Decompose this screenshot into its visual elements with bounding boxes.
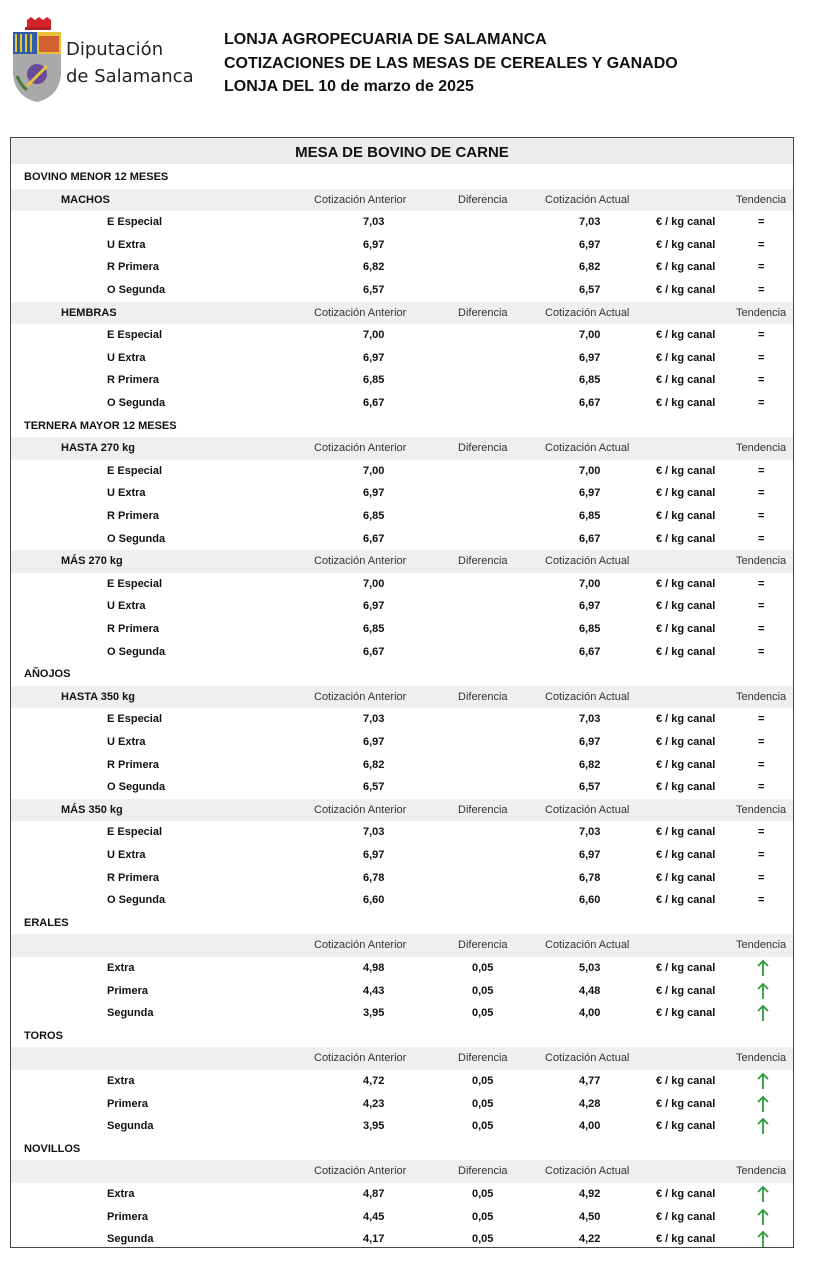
- value-diferencia: 0,05: [472, 1097, 494, 1110]
- trend-equal: =: [758, 261, 765, 274]
- unit-label: € / kg canal: [656, 374, 716, 387]
- unit-label: € / kg canal: [656, 1188, 716, 1200]
- col-header-tendencia: Tendencia: [736, 803, 787, 816]
- row-label: O Segunda: [107, 284, 166, 296]
- table-row: [11, 1070, 793, 1093]
- value-anterior: 6,67: [363, 645, 385, 658]
- row-label: Extra: [107, 962, 135, 974]
- value-diferencia: 0,05: [472, 1075, 494, 1087]
- unit-label: € / kg canal: [656, 713, 716, 726]
- section-label: TERNERA MAYOR 12 MESES: [24, 419, 177, 432]
- row-label: E Especial: [107, 713, 163, 726]
- row-label: O Segunda: [107, 894, 166, 907]
- coat-of-arms-icon: [11, 16, 63, 104]
- unit-label: € / kg canal: [656, 600, 716, 613]
- col-header-diferencia: Diferencia: [458, 555, 508, 568]
- table-row: [11, 1115, 793, 1138]
- value-anterior: 6,97: [363, 238, 385, 251]
- table-row: [11, 731, 793, 754]
- unit-label: € / kg canal: [656, 758, 716, 771]
- col-header-anterior: Cotización Anterior: [314, 690, 407, 703]
- value-anterior: 7,00: [363, 329, 385, 342]
- trend-equal: =: [758, 577, 765, 590]
- trend-up-arrow-icon: [756, 1230, 770, 1248]
- table-row: [11, 528, 793, 551]
- section-label: AÑOJOS: [24, 668, 71, 681]
- value-anterior: 6,67: [363, 397, 385, 409]
- table-row: [11, 708, 793, 731]
- section-label: BOVINO MENOR 12 MESES: [24, 171, 169, 183]
- unit-label: € / kg canal: [656, 532, 716, 545]
- value-anterior: 6,57: [363, 284, 385, 296]
- row-label: O Segunda: [107, 532, 166, 545]
- row-label: Primera: [107, 1097, 148, 1110]
- group-label: HEMBRAS: [61, 306, 117, 319]
- group-label: HASTA 270 kg: [61, 442, 135, 455]
- col-header-diferencia: Diferencia: [458, 193, 508, 206]
- col-header-actual: Cotización Actual: [545, 803, 630, 816]
- trend-equal: =: [758, 623, 765, 635]
- col-header-actual: Cotización Actual: [545, 306, 630, 319]
- value-anterior: 4,98: [363, 962, 385, 974]
- value-actual: 6,60: [579, 894, 601, 907]
- section-row: [11, 415, 793, 438]
- value-anterior: 4,23: [363, 1097, 385, 1110]
- table-row: [11, 957, 793, 980]
- column-header-row: [11, 1160, 793, 1183]
- value-actual: 6,97: [579, 600, 601, 613]
- trend-up-arrow-icon: [756, 1072, 770, 1090]
- value-anterior: 6,97: [363, 487, 385, 500]
- value-actual: 6,67: [579, 645, 601, 658]
- value-anterior: 6,97: [363, 351, 385, 364]
- table-row: [11, 234, 793, 257]
- trend-up-arrow-icon: [756, 959, 770, 977]
- unit-label: € / kg canal: [656, 826, 716, 839]
- value-actual: 7,00: [579, 577, 601, 590]
- value-diferencia: 0,05: [472, 1188, 494, 1200]
- value-actual: 6,97: [579, 849, 601, 861]
- col-header-anterior: Cotización Anterior: [314, 555, 407, 568]
- col-header-actual: Cotización Actual: [545, 555, 630, 568]
- col-header-diferencia: Diferencia: [458, 1052, 508, 1065]
- unit-label: € / kg canal: [656, 238, 716, 251]
- unit-label: € / kg canal: [656, 623, 716, 635]
- col-header-anterior: Cotización Anterior: [314, 306, 407, 319]
- value-actual: 6,97: [579, 736, 601, 748]
- table-row: [11, 369, 793, 392]
- value-actual: 6,97: [579, 487, 601, 500]
- unit-label: € / kg canal: [656, 464, 716, 477]
- trend-equal: =: [758, 532, 765, 545]
- col-header-anterior: Cotización Anterior: [314, 939, 407, 952]
- header-line-1: LONJA AGROPECUARIA DE SALAMANCA: [224, 31, 547, 48]
- column-header-row: [11, 189, 793, 212]
- document-header: [224, 28, 678, 99]
- trend-up-arrow-icon: [756, 1208, 770, 1226]
- table-row: [11, 279, 793, 302]
- value-anterior: 4,45: [363, 1210, 385, 1223]
- trend-up-arrow-icon: [756, 1095, 770, 1113]
- table-row: [11, 754, 793, 777]
- value-diferencia: 0,05: [472, 1120, 494, 1133]
- column-header-row: [11, 686, 793, 709]
- table-row: [11, 211, 793, 234]
- value-actual: 6,57: [579, 284, 601, 296]
- value-actual: 6,67: [579, 397, 601, 409]
- column-header-row: [11, 934, 793, 957]
- trend-equal: =: [758, 216, 765, 229]
- row-label: O Segunda: [107, 645, 166, 658]
- value-anterior: 6,85: [363, 623, 385, 635]
- col-header-actual: Cotización Actual: [545, 690, 630, 703]
- section-row: [11, 166, 793, 189]
- trend-equal: =: [758, 238, 765, 251]
- value-diferencia: 0,05: [472, 1233, 494, 1246]
- value-anterior: 7,03: [363, 826, 385, 839]
- table-row: [11, 573, 793, 596]
- trend-equal: =: [758, 374, 765, 387]
- section-label: TOROS: [24, 1029, 63, 1042]
- trend-equal: =: [758, 510, 765, 522]
- col-header-anterior: Cotización Anterior: [314, 442, 407, 455]
- value-actual: 4,28: [579, 1097, 601, 1110]
- col-header-diferencia: Diferencia: [458, 803, 508, 816]
- value-anterior: 6,82: [363, 758, 385, 771]
- table-row: [11, 392, 793, 415]
- row-label: R Primera: [107, 374, 159, 387]
- value-actual: 6,82: [579, 758, 601, 771]
- col-header-anterior: Cotización Anterior: [314, 1165, 407, 1178]
- value-actual: 4,48: [579, 984, 601, 997]
- logo-text: [66, 36, 194, 90]
- col-header-tendencia: Tendencia: [736, 939, 787, 952]
- unit-label: € / kg canal: [656, 1120, 716, 1133]
- unit-label: € / kg canal: [656, 781, 716, 794]
- unit-label: € / kg canal: [656, 1210, 716, 1223]
- value-actual: 6,85: [579, 510, 601, 522]
- trend-equal: =: [758, 758, 765, 771]
- row-label: R Primera: [107, 623, 159, 635]
- section-label: NOVILLOS: [24, 1142, 81, 1155]
- value-diferencia: 0,05: [472, 984, 494, 997]
- table-row: [11, 618, 793, 641]
- col-header-tendencia: Tendencia: [736, 442, 787, 455]
- col-header-diferencia: Diferencia: [458, 306, 508, 319]
- group-label: MACHOS: [61, 193, 110, 206]
- table-row: [11, 324, 793, 347]
- table-row: [11, 641, 793, 664]
- value-anterior: 3,95: [363, 1120, 385, 1133]
- table-row: [11, 482, 793, 505]
- value-anterior: 7,03: [363, 713, 385, 726]
- trend-equal: =: [758, 487, 765, 500]
- value-actual: 6,97: [579, 351, 601, 364]
- table-row: [11, 867, 793, 890]
- unit-label: € / kg canal: [656, 510, 716, 522]
- value-actual: 6,82: [579, 261, 601, 274]
- value-anterior: 4,87: [363, 1188, 385, 1200]
- unit-label: € / kg canal: [656, 1007, 716, 1020]
- group-label: MÁS 270 kg: [61, 555, 123, 568]
- trend-equal: =: [758, 397, 765, 409]
- value-actual: 4,00: [579, 1120, 601, 1133]
- row-label: O Segunda: [107, 397, 166, 409]
- row-label: U Extra: [107, 849, 146, 861]
- price-table: [10, 137, 794, 1248]
- value-actual: 5,03: [579, 962, 601, 974]
- unit-label: € / kg canal: [656, 577, 716, 590]
- row-label: E Especial: [107, 577, 163, 590]
- row-label: Segunda: [107, 1233, 154, 1246]
- value-actual: 7,03: [579, 826, 601, 839]
- value-anterior: 6,57: [363, 781, 385, 794]
- row-label: U Extra: [107, 351, 146, 364]
- col-header-diferencia: Diferencia: [458, 1165, 508, 1178]
- table-row: [11, 256, 793, 279]
- value-anterior: 6,85: [363, 374, 385, 387]
- unit-label: € / kg canal: [656, 984, 716, 997]
- row-label: E Especial: [107, 329, 163, 342]
- table-row: [11, 1228, 793, 1251]
- col-header-diferencia: Diferencia: [458, 442, 508, 455]
- header-line-3: LONJA DEL 10 de marzo de 2025: [224, 78, 474, 95]
- section-row: [11, 1138, 793, 1161]
- row-label: U Extra: [107, 736, 146, 748]
- unit-label: € / kg canal: [656, 1097, 716, 1110]
- value-actual: 4,00: [579, 1007, 601, 1020]
- table-row: [11, 1183, 793, 1206]
- trend-up-arrow-icon: [756, 1185, 770, 1203]
- value-anterior: 6,78: [363, 871, 385, 884]
- table-row: [11, 347, 793, 370]
- value-anterior: 6,85: [363, 510, 385, 522]
- value-actual: 7,03: [579, 713, 601, 726]
- value-actual: 6,67: [579, 532, 601, 545]
- row-label: Extra: [107, 1188, 135, 1200]
- unit-label: € / kg canal: [656, 397, 716, 409]
- row-label: Primera: [107, 984, 148, 997]
- table-row: [11, 844, 793, 867]
- col-header-tendencia: Tendencia: [736, 1165, 787, 1178]
- row-label: Extra: [107, 1075, 135, 1087]
- trend-equal: =: [758, 871, 765, 884]
- trend-equal: =: [758, 351, 765, 364]
- row-label: U Extra: [107, 238, 146, 251]
- value-anterior: 4,17: [363, 1233, 385, 1246]
- row-label: Segunda: [107, 1120, 154, 1133]
- row-label: R Primera: [107, 510, 159, 522]
- value-diferencia: 0,05: [472, 962, 494, 974]
- row-label: U Extra: [107, 600, 146, 613]
- value-actual: 6,78: [579, 871, 601, 884]
- table-row: [11, 1002, 793, 1025]
- group-label: HASTA 350 kg: [61, 690, 135, 703]
- value-actual: 4,92: [579, 1188, 601, 1200]
- trend-equal: =: [758, 464, 765, 477]
- trend-equal: =: [758, 849, 765, 861]
- section-row: [11, 663, 793, 686]
- trend-equal: =: [758, 826, 765, 839]
- col-header-tendencia: Tendencia: [736, 690, 787, 703]
- trend-equal: =: [758, 329, 765, 342]
- value-actual: 6,85: [579, 623, 601, 635]
- row-label: Segunda: [107, 1007, 154, 1020]
- row-label: U Extra: [107, 487, 146, 500]
- trend-up-arrow-icon: [756, 982, 770, 1000]
- table-row: [11, 821, 793, 844]
- col-header-actual: Cotización Actual: [545, 442, 630, 455]
- header-line-2: COTIZACIONES DE LAS MESAS DE CEREALES Y GANADO: [224, 54, 678, 72]
- value-actual: 6,57: [579, 781, 601, 794]
- value-anterior: 7,00: [363, 577, 385, 590]
- value-actual: 4,77: [579, 1075, 601, 1087]
- table-title: MESA DE BOVINO DE CARNE: [11, 138, 793, 164]
- value-anterior: 6,97: [363, 736, 385, 748]
- table-row: [11, 889, 793, 912]
- value-anterior: 6,60: [363, 894, 385, 907]
- column-header-row: [11, 1047, 793, 1070]
- logo-line-1: Diputación: [66, 39, 164, 60]
- column-header-row: [11, 302, 793, 325]
- unit-label: € / kg canal: [656, 645, 716, 658]
- table-row: [11, 776, 793, 799]
- value-anterior: 7,00: [363, 464, 385, 477]
- table-row: [11, 1093, 793, 1116]
- trend-equal: =: [758, 736, 765, 748]
- value-anterior: 6,97: [363, 600, 385, 613]
- unit-label: € / kg canal: [656, 1075, 716, 1087]
- section-row: [11, 1025, 793, 1048]
- value-anterior: 4,72: [363, 1075, 385, 1087]
- value-actual: 4,22: [579, 1233, 601, 1246]
- unit-label: € / kg canal: [656, 736, 716, 748]
- trend-equal: =: [758, 894, 765, 907]
- column-header-row: [11, 437, 793, 460]
- col-header-diferencia: Diferencia: [458, 939, 508, 952]
- column-header-row: [11, 799, 793, 822]
- unit-label: € / kg canal: [656, 894, 716, 907]
- unit-label: € / kg canal: [656, 962, 716, 974]
- row-label: R Primera: [107, 871, 159, 884]
- col-header-actual: Cotización Actual: [545, 939, 630, 952]
- value-actual: 6,85: [579, 374, 601, 387]
- row-label: O Segunda: [107, 781, 166, 794]
- value-actual: 4,50: [579, 1210, 601, 1223]
- trend-up-arrow-icon: [756, 1004, 770, 1022]
- group-label: MÁS 350 kg: [61, 803, 123, 816]
- table-row: [11, 1206, 793, 1229]
- col-header-tendencia: Tendencia: [736, 193, 787, 206]
- unit-label: € / kg canal: [656, 487, 716, 500]
- row-label: Primera: [107, 1210, 148, 1223]
- row-label: E Especial: [107, 216, 163, 229]
- col-header-diferencia: Diferencia: [458, 690, 508, 703]
- row-label: R Primera: [107, 261, 159, 274]
- unit-label: € / kg canal: [656, 329, 716, 342]
- trend-up-arrow-icon: [756, 1117, 770, 1135]
- value-anterior: 7,03: [363, 216, 385, 229]
- value-actual: 7,03: [579, 216, 601, 229]
- table-row: [11, 460, 793, 483]
- col-header-tendencia: Tendencia: [736, 306, 787, 319]
- value-actual: 7,00: [579, 329, 601, 342]
- table-row: [11, 505, 793, 528]
- value-anterior: 4,43: [363, 984, 385, 997]
- col-header-anterior: Cotización Anterior: [314, 803, 407, 816]
- section-row: [11, 912, 793, 935]
- section-label: ERALES: [24, 916, 69, 929]
- col-header-tendencia: Tendencia: [736, 1052, 787, 1065]
- col-header-tendencia: Tendencia: [736, 555, 787, 568]
- col-header-actual: Cotización Actual: [545, 1052, 630, 1065]
- trend-equal: =: [758, 781, 765, 794]
- trend-equal: =: [758, 600, 765, 613]
- unit-label: € / kg canal: [656, 261, 716, 274]
- col-header-anterior: Cotización Anterior: [314, 193, 407, 206]
- row-label: E Especial: [107, 826, 163, 839]
- trend-equal: =: [758, 284, 765, 296]
- value-anterior: 6,67: [363, 532, 385, 545]
- table-row: [11, 980, 793, 1003]
- value-anterior: 3,95: [363, 1007, 385, 1020]
- unit-label: € / kg canal: [656, 871, 716, 884]
- col-header-actual: Cotización Actual: [545, 193, 630, 206]
- unit-label: € / kg canal: [656, 284, 716, 296]
- value-diferencia: 0,05: [472, 1210, 494, 1223]
- row-label: E Especial: [107, 464, 163, 477]
- value-diferencia: 0,05: [472, 1007, 494, 1020]
- value-anterior: 6,97: [363, 849, 385, 861]
- trend-equal: =: [758, 645, 765, 658]
- logo-line-2: de Salamanca: [66, 66, 194, 87]
- trend-equal: =: [758, 713, 765, 726]
- unit-label: € / kg canal: [656, 216, 716, 229]
- col-header-actual: Cotización Actual: [545, 1165, 630, 1178]
- unit-label: € / kg canal: [656, 351, 716, 364]
- table-row: [11, 595, 793, 618]
- unit-label: € / kg canal: [656, 849, 716, 861]
- value-actual: 6,97: [579, 238, 601, 251]
- value-actual: 7,00: [579, 464, 601, 477]
- column-header-row: [11, 550, 793, 573]
- row-label: R Primera: [107, 758, 159, 771]
- col-header-anterior: Cotización Anterior: [314, 1052, 407, 1065]
- value-anterior: 6,82: [363, 261, 385, 274]
- unit-label: € / kg canal: [656, 1233, 716, 1246]
